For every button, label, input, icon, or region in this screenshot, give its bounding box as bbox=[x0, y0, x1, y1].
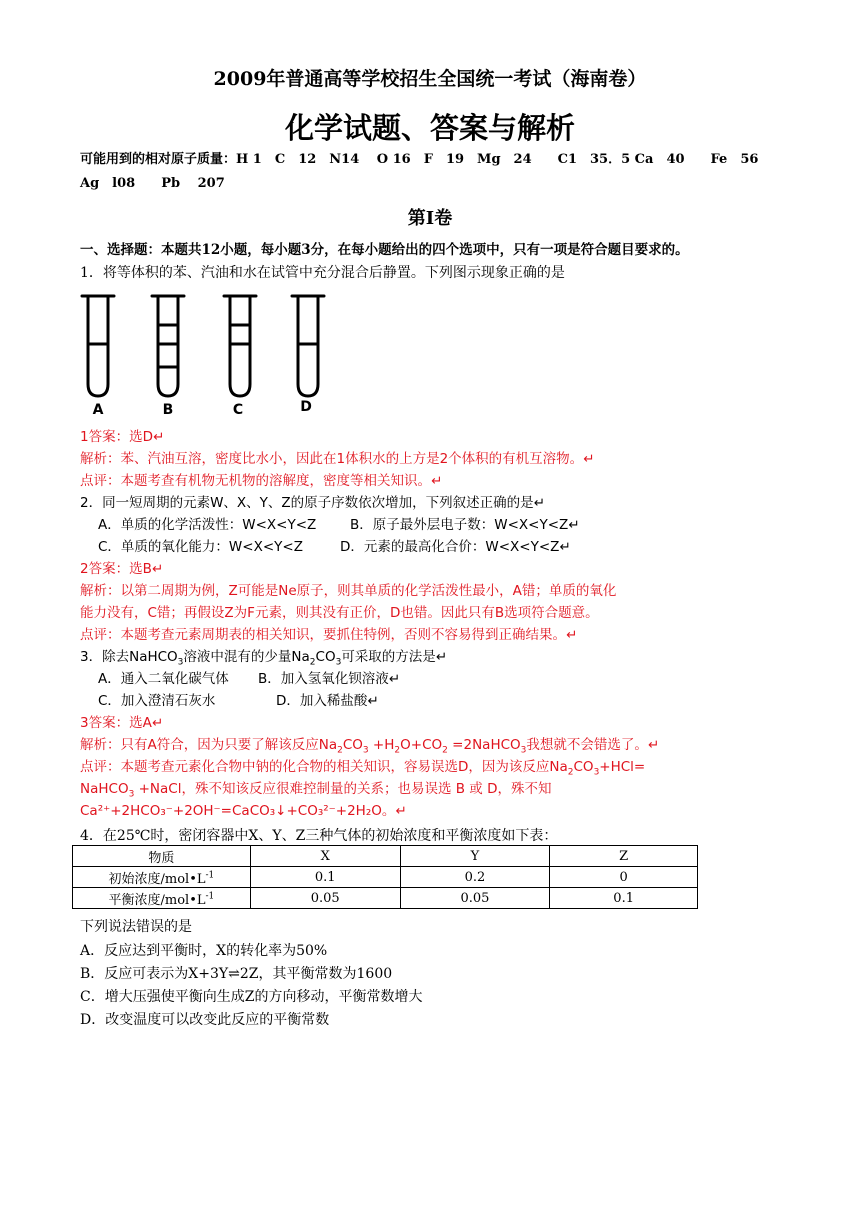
q2-analysis-1: 解析：以第二周期为例，Z可能是Ne原子，则其单质的化学活泼性最小，A错；单质的氧化 bbox=[80, 583, 617, 599]
atomic-masses-line-1: 可能用到的相对原子质量：H 1 C 12 N14 O 16 F 19 Mg 24 C1 35．5 Ca 40 Fe 56 bbox=[80, 152, 759, 167]
table-cell: 0.1 bbox=[550, 888, 698, 909]
table-cell: 0 bbox=[550, 867, 698, 888]
table-header: Y bbox=[400, 846, 550, 867]
q3-comment-3: Ca²⁺+2HCO₃⁻+2OH⁻=CaCO₃↓+CO₃²⁻+2H₂O。↵ bbox=[80, 803, 407, 816]
tube-label-d: D bbox=[300, 399, 312, 415]
volume-heading: 第Ⅰ卷 bbox=[407, 208, 453, 229]
q2-option-b: B．原子最外层电子数：W<X<Y<Z↵ bbox=[350, 517, 580, 533]
table-cell: 0.1 bbox=[250, 867, 400, 888]
table-header-row bbox=[73, 846, 698, 867]
q2-option-a: A．单质的化学活泼性：W<X<Y<Z bbox=[98, 517, 317, 533]
q4-option-d: D．改变温度可以改变此反应的平衡常数 bbox=[80, 1012, 330, 1028]
table-row bbox=[73, 888, 698, 909]
q2-answer: 2答案：选B↵ bbox=[80, 561, 164, 577]
q4-option-a: A．反应达到平衡时，X的转化率为50% bbox=[80, 943, 328, 959]
q2-comment: 点评：本题考查元素周期表的相关知识，要抓住特例，否则不容易得到正确结果。↵ bbox=[80, 627, 578, 643]
table-cell: 0.2 bbox=[400, 867, 550, 888]
q4-stem: 4．在25℃时，密闭容器中X、Y、Z三种气体的初始浓度和平衡浓度如下表： bbox=[80, 828, 558, 844]
q4-question: 下列说法错误的是 bbox=[80, 919, 192, 935]
table-row bbox=[73, 867, 698, 888]
tube-label-b: B bbox=[162, 402, 174, 418]
q3-analysis: 解析：只有A符合，因为只要了解该反应$Na_2CO_3 +H_2O+CO_2$ =2NaHCO$_3$我想就不会错选了。↵ bbox=[80, 737, 660, 756]
equilibrium-arrow-icon: ⇌ bbox=[228, 966, 240, 982]
q3-option-b: B．加入氢氧化钡溶液↵ bbox=[258, 671, 401, 687]
atomic-masses-line-2: Ag l08 Pb 207 bbox=[80, 176, 225, 191]
table-cell: 0.05 bbox=[250, 888, 400, 909]
concentration-table bbox=[72, 845, 698, 909]
table-header: Z bbox=[550, 846, 698, 867]
q2-option-d: D．元素的最高化合价：W<X<Y<Z↵ bbox=[340, 539, 571, 555]
q3-comment-2: NaHCO$_3$ +NaCl，殊不知该反应很难控制量的关系；也易误选 B 或 D，殊不知 bbox=[80, 781, 552, 800]
q3-option-a: A．通入二氧化碳气体 bbox=[98, 671, 229, 687]
q1-comment: 点评：本题考查有机物无机物的溶解度，密度等相关知识。↵ bbox=[80, 473, 443, 489]
table-header: 物质 bbox=[73, 846, 251, 867]
q4-option-b: B．反应可表示为X+3Y⇌2Z，其平衡常数为1600 bbox=[80, 966, 393, 982]
q1-stem: 1．将等体积的苯、汽油和水在试管中充分混合后静置。下列图示现象正确的是 bbox=[80, 265, 565, 281]
table-header: X bbox=[250, 846, 400, 867]
q3-answer: 3答案：选A↵ bbox=[80, 715, 164, 731]
q4-option-c: C．增大压强使平衡向生成Z的方向移动，平衡常数增大 bbox=[80, 989, 423, 1005]
tube-a bbox=[82, 296, 114, 396]
q1-analysis: 解析：苯、汽油互溶，密度比水小，因此在1体积水的上方是2个体积的有机互溶物。↵ bbox=[80, 451, 595, 467]
q2-analysis-2: 能力没有，C错；再假设Z为F元素，则其没有正价，D也错。因此只有B选项符合题意。 bbox=[80, 605, 599, 621]
q3-option-c: C．加入澄清石灰水 bbox=[98, 693, 216, 709]
test-tubes-figure bbox=[78, 292, 338, 418]
tube-d bbox=[292, 296, 324, 396]
section-intro: 一、选择题：本题共12小题，每小题3分，在每小题给出的四个选项中，只有一项是符合题目要求的。 bbox=[80, 242, 689, 258]
table-cell: 初始浓度$/mol•L^{-1}$ bbox=[73, 867, 251, 888]
q2-option-c: C．单质的氧化能力：W<X<Y<Z bbox=[98, 539, 303, 555]
tube-b bbox=[152, 296, 184, 396]
q1-answer: 1答案：选D↵ bbox=[80, 429, 165, 445]
table-cell: 0.05 bbox=[400, 888, 550, 909]
tube-c bbox=[224, 296, 256, 396]
tube-label-c: C bbox=[232, 402, 244, 418]
exam-subtitle: 化学试题、答案与解析 bbox=[284, 111, 575, 145]
q3-option-d: D．加入稀盐酸↵ bbox=[276, 693, 379, 709]
tube-label-a: A bbox=[92, 402, 104, 418]
q3-stem: 3．除去NaHCO$_3$溶液中混有的少量$Na_2CO_3$可采取的方法是↵ bbox=[80, 649, 448, 668]
exam-title: 2009年普通高等学校招生全国统一考试（海南卷） bbox=[213, 68, 647, 90]
table-cell: 平衡浓度$/mol•L^{-1}$ bbox=[73, 888, 251, 909]
q2-stem: 2．同一短周期的元素W、X、Y、Z的原子序数依次增加，下列叙述正确的是↵ bbox=[80, 495, 545, 511]
q3-comment-1: 点评：本题考查元素化合物中钠的化合物的相关知识，容易误选D，因为该反应$Na_2CO_3+HCl=$ bbox=[80, 759, 646, 778]
